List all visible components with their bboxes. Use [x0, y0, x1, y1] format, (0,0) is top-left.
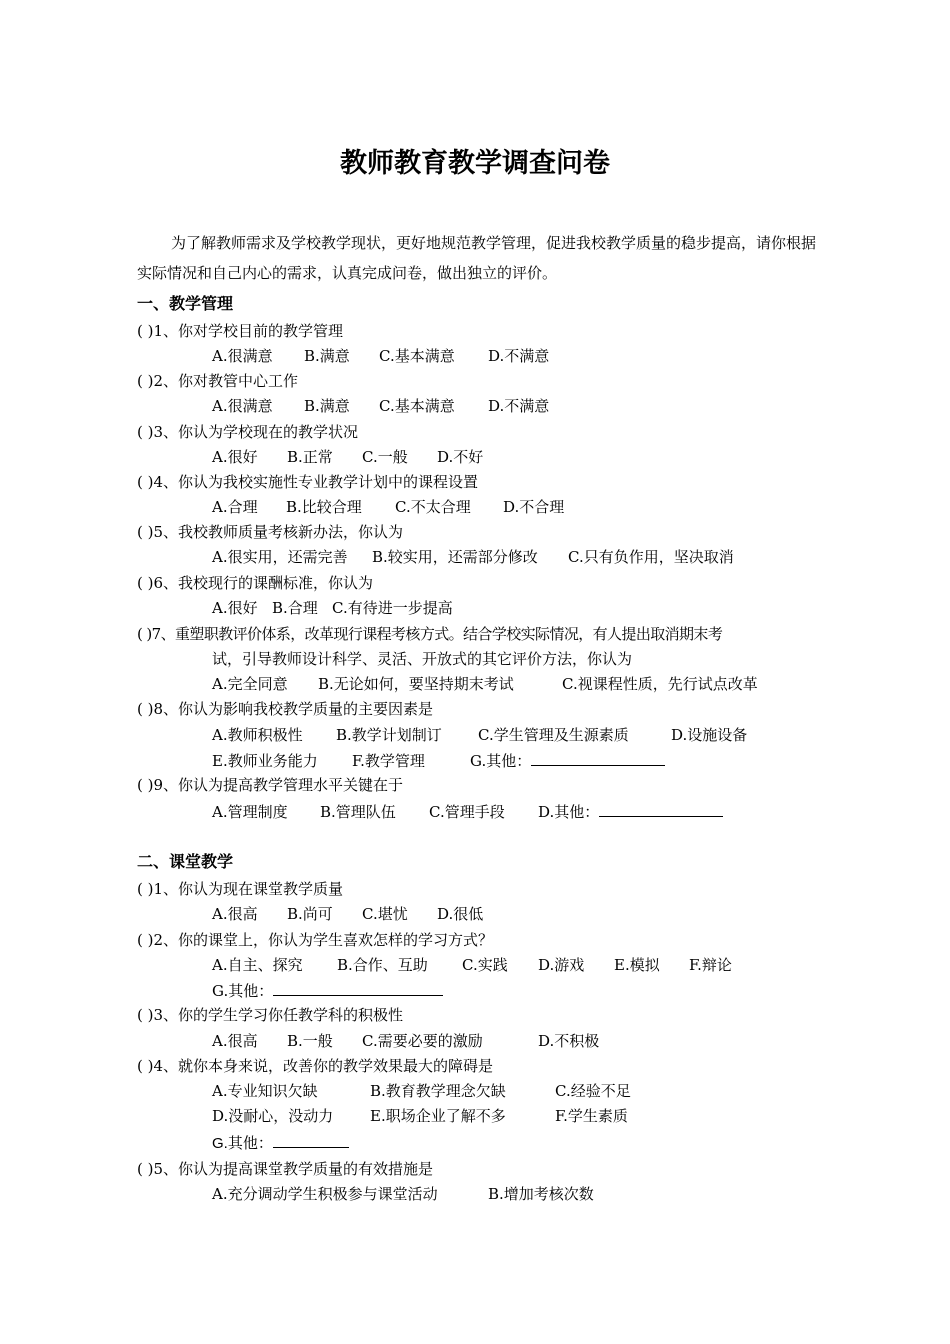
- question-1-1: ( )1、你对学校目前的教学管理: [137, 322, 344, 340]
- option[interactable]: A.合理: [212, 498, 258, 516]
- option[interactable]: B.增加考核次数: [488, 1185, 594, 1203]
- question-1-3-options: [212, 446, 483, 468]
- option[interactable]: A.很高: [212, 1032, 258, 1050]
- option[interactable]: B.教学计划制订: [336, 726, 442, 744]
- option[interactable]: B.满意: [304, 397, 350, 415]
- option[interactable]: C.有待进一步提高: [332, 599, 453, 617]
- option[interactable]: D.不积极: [538, 1032, 600, 1050]
- option[interactable]: G.其他：: [212, 982, 274, 1000]
- question-1-8: ( )8、你认为影响我校教学质量的主要因素是: [137, 700, 434, 718]
- option[interactable]: C.基本满意: [379, 347, 455, 365]
- question-2-3: ( )3、你的学生学习你任教学科的积极性: [137, 1006, 404, 1024]
- option[interactable]: A.教师积极性: [212, 726, 303, 744]
- option[interactable]: C.学生管理及生源素质: [478, 726, 629, 744]
- option[interactable]: C.只有负作用，坚决取消: [568, 548, 734, 566]
- option[interactable]: D.不满意: [488, 397, 550, 415]
- option[interactable]: G.其他：: [212, 1135, 273, 1152]
- other-answer-blank[interactable]: [531, 749, 665, 766]
- question-2-4-other: [212, 1131, 349, 1155]
- option[interactable]: D.其他：: [538, 803, 600, 821]
- option[interactable]: B.教育教学理念欠缺: [370, 1082, 506, 1100]
- option[interactable]: A.自主、探究: [212, 956, 303, 974]
- section-heading-classroom-teaching: 二、课堂教学: [137, 852, 234, 871]
- other-answer-blank[interactable]: [599, 800, 723, 817]
- option[interactable]: A.很好: [212, 448, 258, 466]
- option[interactable]: A.很满意: [212, 347, 273, 365]
- question-1-5-options: [212, 546, 734, 568]
- option[interactable]: B.一般: [287, 1032, 333, 1050]
- option[interactable]: C.一般: [362, 448, 408, 466]
- option[interactable]: A.很实用，还需完善: [212, 548, 348, 566]
- option[interactable]: D.不好: [437, 448, 484, 466]
- option[interactable]: B.合理: [272, 599, 318, 617]
- option[interactable]: D.游戏: [538, 956, 585, 974]
- option[interactable]: D.没耐心，没动力: [212, 1107, 334, 1125]
- option[interactable]: E.职场企业了解不多: [370, 1107, 506, 1125]
- page-title: 教师教育教学调查问卷: [340, 148, 610, 179]
- question-1-7-continued: 试，引导教师设计科学、灵活、开放式的其它评价方法，你认为: [212, 650, 633, 668]
- question-1-7-options: [212, 673, 758, 695]
- option[interactable]: B.较实用，还需部分修改: [372, 548, 538, 566]
- intro-paragraph: 为了解教师需求及学校教学现状，更好地规范教学管理，促进我校教学质量的稳步提高，请你根据实际情况和自己内心的需求，认真完成问卷，做出独立的评价。: [137, 234, 817, 282]
- option[interactable]: E.模拟: [614, 956, 660, 974]
- option[interactable]: C.需要必要的激励: [362, 1032, 483, 1050]
- question-1-8-options-row2: [212, 749, 665, 772]
- option[interactable]: B.比较合理: [286, 498, 362, 516]
- option[interactable]: C.视课程性质，先行试点改革: [562, 675, 758, 693]
- question-1-5: ( )5、我校教师质量考核新办法，你认为: [137, 523, 404, 541]
- option[interactable]: D.不满意: [488, 347, 550, 365]
- option[interactable]: E.教师业务能力: [212, 752, 318, 770]
- option[interactable]: C.管理手段: [429, 803, 505, 821]
- option[interactable]: B.正常: [287, 448, 333, 466]
- option[interactable]: D.不合理: [503, 498, 565, 516]
- option[interactable]: B.尚可: [287, 905, 333, 923]
- question-2-5: ( )5、你认为提高课堂教学质量的有效措施是: [137, 1160, 434, 1178]
- option[interactable]: A.充分调动学生积极参与课堂活动: [212, 1185, 438, 1203]
- option[interactable]: B.满意: [304, 347, 350, 365]
- question-1-6: ( )6、我校现行的课酬标准，你认为: [137, 574, 374, 592]
- other-answer-blank[interactable]: [273, 979, 443, 996]
- option[interactable]: A.完全同意: [212, 675, 288, 693]
- option[interactable]: F.辩论: [689, 956, 732, 974]
- question-1-7: ( )7、重塑职教评价体系，改革现行课程考核方式。结合学校实际情况，有人提出取消期末考: [137, 625, 723, 643]
- question-2-4: ( )4、就你本身来说，改善你的教学效果最大的障碍是: [137, 1057, 494, 1075]
- question-1-2: ( )2、你对教管中心工作: [137, 372, 299, 390]
- option[interactable]: A.很高: [212, 905, 258, 923]
- option[interactable]: C.堪忧: [362, 905, 408, 923]
- question-1-3: ( )3、你认为学校现在的教学状况: [137, 423, 359, 441]
- section-heading-teaching-management: 一、教学管理: [137, 294, 234, 313]
- question-1-4-options: [212, 496, 564, 518]
- question-2-4-options-row1: [212, 1080, 631, 1102]
- option[interactable]: C.实践: [462, 956, 508, 974]
- option[interactable]: B.合作、互助: [337, 956, 428, 974]
- question-2-2-options: [212, 954, 732, 976]
- option[interactable]: D.很低: [437, 905, 484, 923]
- option[interactable]: D.设施设备: [671, 726, 748, 744]
- question-1-9-options: [212, 800, 723, 823]
- option[interactable]: C.不太合理: [395, 498, 471, 516]
- option[interactable]: C.基本满意: [379, 397, 455, 415]
- question-2-2-other: [212, 979, 443, 1002]
- option[interactable]: C.经验不足: [555, 1082, 631, 1100]
- question-2-3-options: [212, 1030, 599, 1052]
- other-answer-blank[interactable]: [273, 1131, 349, 1148]
- option[interactable]: A.很满意: [212, 397, 273, 415]
- question-2-2: ( )2、你的课堂上，你认为学生喜欢怎样的学习方式？: [137, 931, 494, 949]
- question-1-8-options-row1: [212, 724, 747, 746]
- option[interactable]: A.管理制度: [212, 803, 288, 821]
- option[interactable]: B.管理队伍: [320, 803, 396, 821]
- option[interactable]: G.其他：: [470, 752, 532, 770]
- question-2-1: ( )1、你认为现在课堂教学质量: [137, 880, 344, 898]
- question-1-1-options: [212, 345, 549, 367]
- option[interactable]: B.无论如何，要坚持期末考试: [318, 675, 514, 693]
- question-1-9: ( )9、你认为提高教学管理水平关键在于: [137, 776, 404, 794]
- question-1-4: ( )4、你认为我校实施性专业教学计划中的课程设置: [137, 473, 479, 491]
- option[interactable]: F.学生素质: [555, 1107, 628, 1125]
- question-1-2-options: [212, 395, 549, 417]
- question-1-6-options: [212, 597, 453, 619]
- question-2-4-options-row2: [212, 1105, 628, 1127]
- question-2-1-options: [212, 903, 483, 925]
- option[interactable]: A.专业知识欠缺: [212, 1082, 318, 1100]
- option[interactable]: F.教学管理: [352, 752, 425, 770]
- option[interactable]: A.很好: [212, 599, 258, 617]
- question-2-5-options: [212, 1183, 594, 1205]
